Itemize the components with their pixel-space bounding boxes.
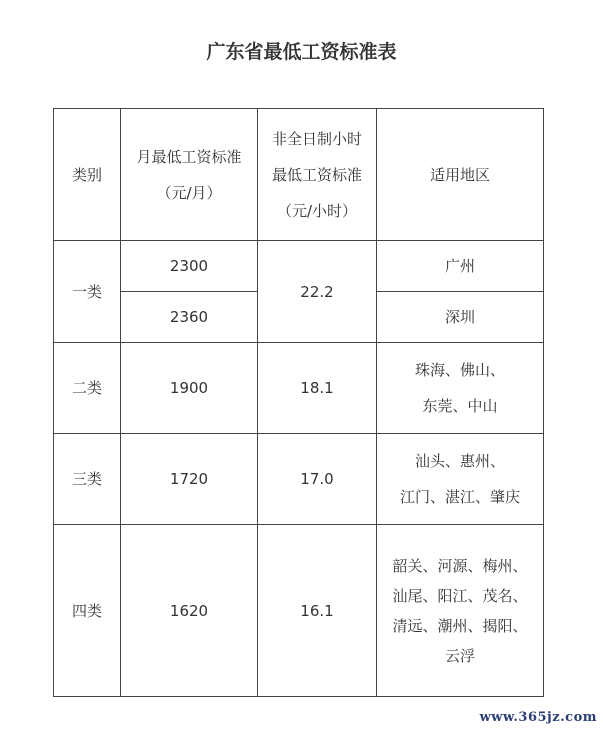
header-hourly-wage: 非全日制小时 最低工资标准 （元/小时） — [258, 109, 377, 241]
region-cell: 广州 — [377, 241, 544, 292]
category-cell: 二类 — [54, 343, 121, 434]
monthly-wage-cell: 2300 — [121, 241, 258, 292]
hourly-wage-cell: 17.0 — [258, 434, 377, 525]
header-region: 适用地区 — [377, 109, 544, 241]
monthly-wage-cell: 1900 — [121, 343, 258, 434]
region-cell: 深圳 — [377, 292, 544, 343]
table-row — [54, 241, 544, 292]
watermark: www.365jz.com — [479, 710, 597, 725]
header-category: 类别 — [54, 109, 121, 241]
hourly-wage-cell: 18.1 — [258, 343, 377, 434]
table-row — [54, 525, 544, 697]
monthly-wage-cell: 1720 — [121, 434, 258, 525]
hourly-wage-cell: 16.1 — [258, 525, 377, 697]
table-row — [54, 434, 544, 525]
category-cell: 四类 — [54, 525, 121, 697]
region-cell: 韶关、河源、梅州、 汕尾、阳江、茂名、 清远、潮州、揭阳、 云浮 — [377, 525, 544, 697]
category-cell: 一类 — [54, 241, 121, 343]
header-monthly-wage: 月最低工资标准 （元/月） — [121, 109, 258, 241]
minimum-wage-table — [53, 108, 544, 697]
monthly-wage-cell: 2360 — [121, 292, 258, 343]
region-cell: 汕头、惠州、 江门、湛江、肇庆 — [377, 434, 544, 525]
table-header-row — [54, 109, 544, 241]
page-title: 广东省最低工资标准表 — [206, 41, 397, 63]
table-row — [54, 343, 544, 434]
monthly-wage-cell: 1620 — [121, 525, 258, 697]
region-cell: 珠海、佛山、 东莞、中山 — [377, 343, 544, 434]
category-cell: 三类 — [54, 434, 121, 525]
hourly-wage-cell: 22.2 — [258, 241, 377, 343]
